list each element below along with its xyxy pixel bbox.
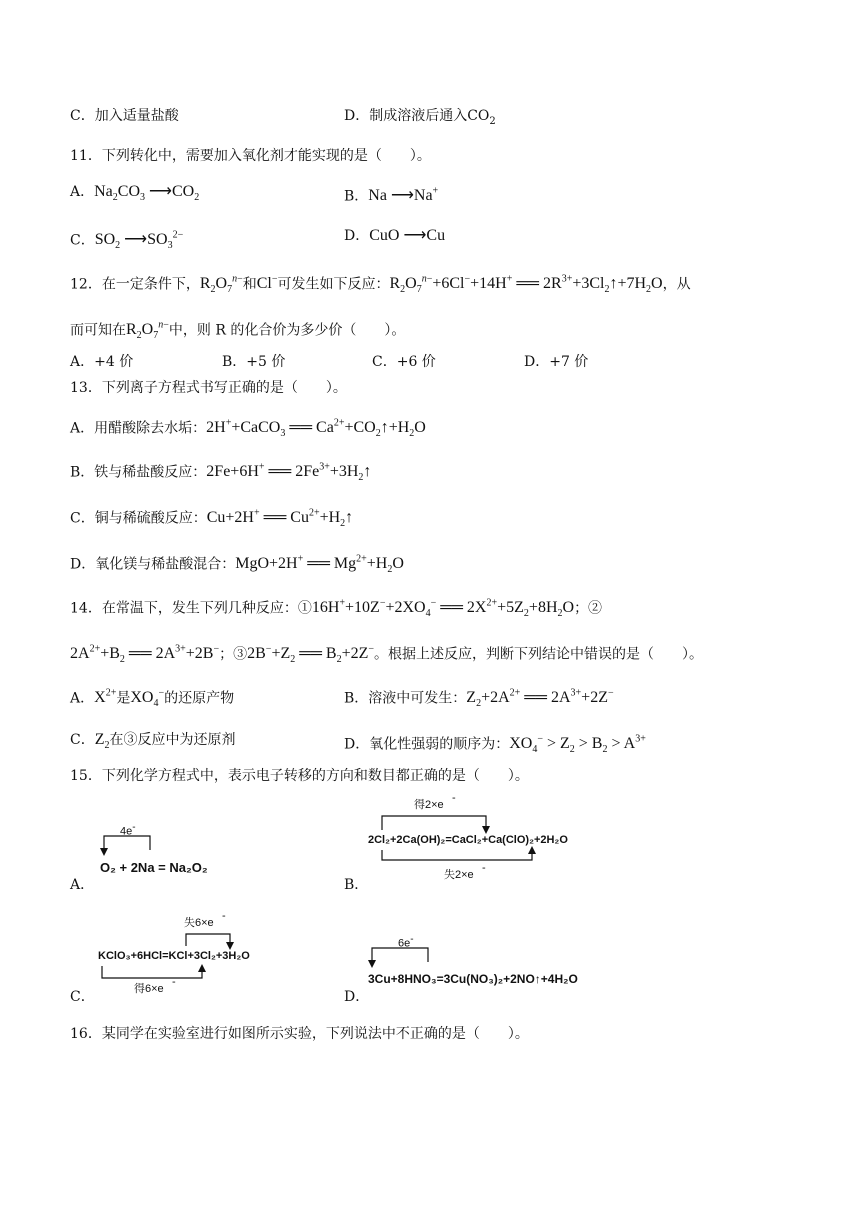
q15-option-d-label: D． [344,989,370,1005]
q10-option-d: D．制成溶液后通入$CO_2$ [344,108,496,127]
q11-option-d: D．CuO ⟶Cu [344,227,446,244]
q12-option-a: A．+4 价 [70,354,134,370]
q11-option-a: A．$Na_2CO_3$ $⟶CO_2$ [70,183,200,204]
q14-option-b: B．溶液中可发生：$Z_2+2A^{2+}$ ══ $2A^{3+}+2Z^-$ [344,688,614,710]
q12-stem-line1: 12．在一定条件下，$R_2O_7^{n-}$和Cl−可发生如下反应：$R_2O_7^{n-}+6Cl^-+14H^+$ ══ $2R^{3+}+3Cl_2↑+7H_2O$，从 [70,274,691,296]
q12-option-b: B．+5 价 [222,354,286,370]
q14-option-d: D．氧化性强弱的顺序为：$XO_4^- > Z_2 > B_2 > A^{3+}$ [344,734,646,756]
q15-diagram-a: 4e- O₂ + 2Na = Na₂O₂ [100,822,208,875]
q13-option-d: D．氧化镁与稀盐酸混合：MgO+2H+ ══ $Mg^{2+}+H_2O$ [70,554,404,576]
q13-option-b: B．铁与稀盐酸反应：2Fe+6H+ ══ $2Fe^{3+}+3H_2↑$ [70,462,372,484]
q14-stem-line2: $2A^{2+}+B_2$ ══ $2A^{3+}+2B^-$；$③2B^-+Z_2$ ══ $B_2+2Z^-$。根据上述反应，判断下列结论中错误的是（ ）。 [70,644,704,666]
q16-stem: 16．某同学在实验室进行如图所示实验，下列说法中不正确的是（ ）。 [70,1026,529,1042]
q15-option-a-label: A． [70,877,95,893]
q12-stem-line2: 而可知在$R_2O_7^{n-}$中，则 R 的化合价为多少价（ ）。 [70,320,406,342]
q11-stem: 11．下列转化中，需要加入氧化剂才能实现的是（ ）。 [70,148,431,164]
q15-stem: 15．下列化学方程式中，表示电子转移的方向和数目都正确的是（ ）。 [70,768,529,784]
q11-option-b: B．Na ⟶Na+ [344,186,439,205]
q13-option-a: A．用醋酸除去水垢：2H++CaCO$_3$ ══ $Ca^{2+}+CO_2↑+H_2O$ [70,418,426,440]
q14-stem-line1: 14．在常温下，发生下列几种反应：$①16H^++10Z^-+2XO_4^-$ ══ $2X^{2+}+5Z_2+8H_2O$；② [70,598,603,620]
q15-diagram-d: 6e- 3Cu+8HNO₃=3Cu(NO₃)₂+2NO↑+4H₂O [368,934,578,986]
q10-option-c: C．加入适量盐酸 [70,108,179,124]
q15-option-c-label: C． [70,989,95,1005]
q15-option-b-label: B． [344,877,369,893]
q14-option-a: A．$X^{2+}$是$XO_4^-$的还原产物 [70,688,235,710]
q12-option-c: C．+6 价 [372,354,436,370]
q15-diagram-b: 得2×e - 2Cl₂+2Ca(OH)₂=CaCl₂+Ca(ClO)₂+2H₂O 失2×e - [368,792,568,881]
q12-option-d: D．+7 价 [524,354,589,370]
q13-stem: 13．下列离子方程式书写正确的是（ ）。 [70,380,347,396]
q11-option-c: C．$SO_2$ $⟶SO_3^{2-}$ [70,230,184,252]
q14-option-c: C．$Z_2$在③反应中为还原剂 [70,731,236,752]
q15-diagram-c: 失6×e - KClO₃+6HCl=KCl+3Cl₂+3H₂O 得6×e - [98,910,250,995]
q13-option-c: C．铜与稀硫酸反应：Cu+2H+ ══ $Cu^{2+}+H_2↑$ [70,508,354,530]
